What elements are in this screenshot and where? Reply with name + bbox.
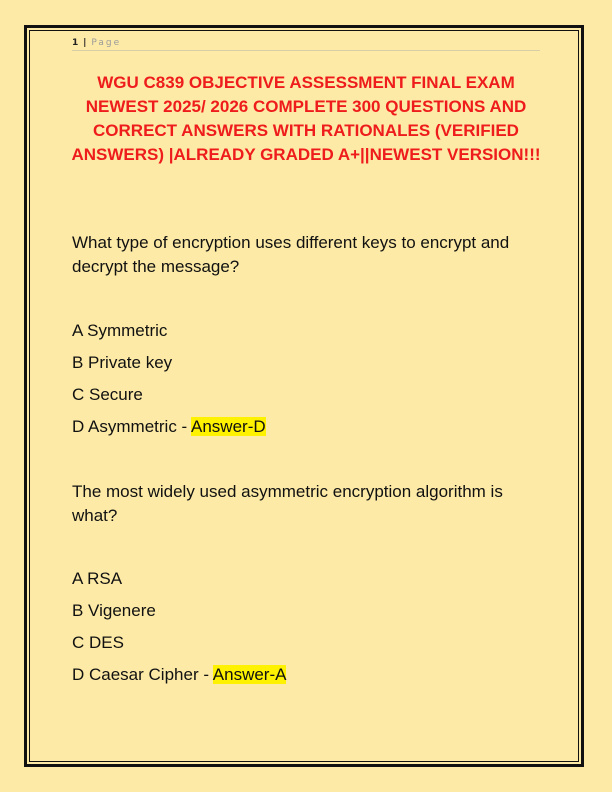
page-label: Page bbox=[91, 38, 122, 48]
question-2-option-b bbox=[72, 599, 156, 623]
question-1-text: What type of encryption uses different keys to encrypt and decrypt the message? bbox=[72, 233, 510, 276]
question-2-text: The most widely used asymmetric encryption algorithm is what? bbox=[72, 482, 503, 525]
document-title: WGU C839 OBJECTIVE ASSESSMENT FINAL EXAM NEWEST 2025/ 2026 COMPLETE 300 QUESTIONS AND CORRECT ANSWERS WITH RATIONALES (VERIFIED ANSWERS) |ALREADY GRADED A+||NEWEST VERSION!!! bbox=[71, 73, 541, 164]
option-label: A RSA bbox=[72, 569, 123, 588]
question-2-option-c bbox=[72, 631, 124, 655]
question-1-option-b bbox=[72, 351, 172, 375]
option-label: B Private key bbox=[72, 353, 173, 372]
option-label: C Secure bbox=[72, 385, 143, 404]
question-2-answer: Answer-A bbox=[212, 665, 287, 684]
question-1-option-c bbox=[72, 383, 143, 407]
option-label: B Vigenere bbox=[72, 601, 156, 620]
option-label: D Caesar Cipher - bbox=[72, 665, 213, 684]
page-number: 1 bbox=[72, 38, 79, 48]
question-1-option-d bbox=[72, 415, 266, 439]
question-1-answer: Answer-D bbox=[191, 417, 266, 436]
page-separator: | bbox=[83, 38, 87, 48]
question-1-option-a bbox=[72, 319, 167, 343]
option-label: A Symmetric bbox=[72, 321, 168, 340]
option-label: C DES bbox=[72, 633, 124, 652]
question-2-option-a bbox=[72, 567, 122, 591]
option-label: D Asymmetric - bbox=[72, 417, 192, 436]
page-header bbox=[72, 36, 540, 51]
question-2-option-d bbox=[72, 663, 286, 687]
